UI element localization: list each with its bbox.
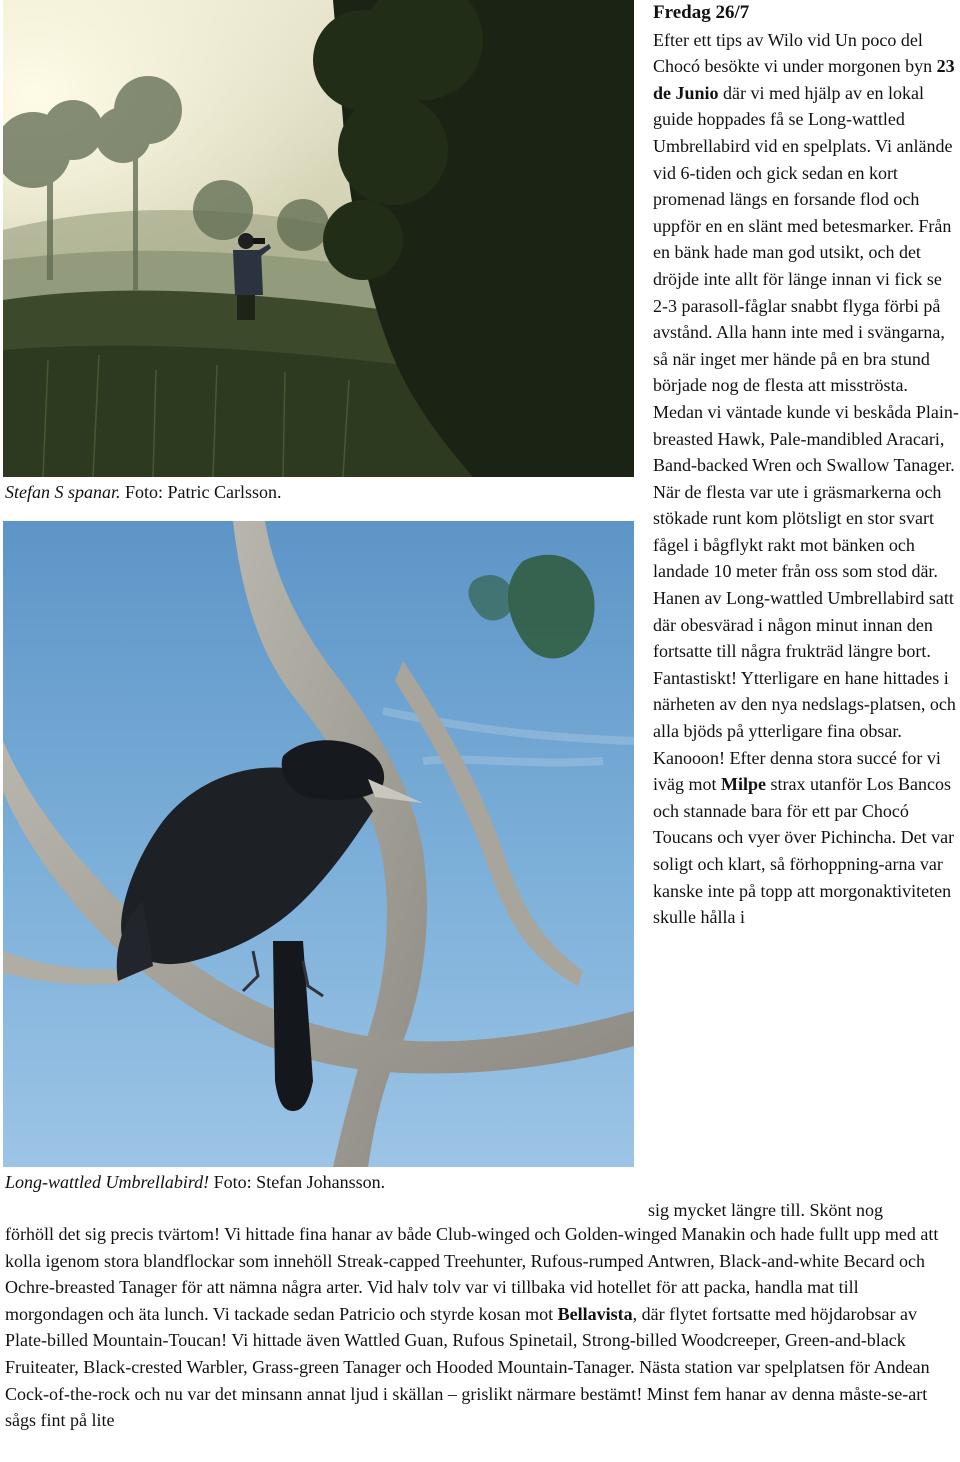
hillside-photo-illustration [3,0,634,477]
caption-italic: Long-wattled Umbrellabird! [5,1172,210,1192]
place-name: Milpe [721,774,766,795]
photo-umbrellabird [3,521,634,1167]
caption-credit: Foto: Stefan Johansson. [209,1172,386,1192]
place-name: 23 de Junio [653,56,955,103]
photo-caption-umbrellabird [5,1171,385,1193]
article-column [653,0,960,931]
photo-birder-on-hillside [3,0,634,477]
day-heading: Fredag 26/7 [653,2,750,23]
photo-caption-stefan [5,481,282,503]
article-bottom [5,1221,957,1434]
umbrellabird-photo-illustration [3,521,634,1167]
column-paragraph: Efter ett tips av Wilo vid Un poco del Chocó besökte vi under morgonen byn 23 de Junio där vi med hjälp av en lokal guide hoppades få se Long-wattled Umbrellabird vid en spelplats. Vi anlände vid 6-tiden och gick sedan en kort promenad längs en forsande flod och uppför en en slänt med betesmarker. Från en bänk hade man god utsikt, och det dröjde inte allt för länge innan vi fick se 2-3 parasoll-fåglar snabbt flyga förbi på avstånd. Alla hann inte med i svängarna, så när inget mer hände på en bra stund började nog de flesta att misströsta. Medan vi väntade kunde vi beskåda Plain-breasted Hawk, Pale-mandibled Aracari, Band-backed Wren och Swallow Tanager. När de flesta var ute i gräsmarkerna och stökade runt kom plötsligt en stor svart fågel i bågflykt rakt mot bänken och landade 10 meter från oss som stod där. Hanen av Long-wattled Umbrellabird satt där obesvärad i någon minut innan den fortsatte till några frukträd längre bort. Fantastiskt! Ytterligare en hane hittades i närheten av den nya nedslags-platsen, och alla bjöds på ytterligare fina obsar. Kanooon! Efter denna stora succé for vi iväg mot Milpe strax utanför Los Bancos och stannade bara för ett par Chocó Toucans och vyer över Pichincha. Det var soligt och klart, så förhoppning-arna var kanske inte på topp att morgonaktiviteten skulle hålla i [653,29,959,928]
place-name: Bellavista [557,1303,633,1324]
column-tail-line: sig mycket längre till. Skönt nog [648,1200,883,1220]
caption-credit: Foto: Patric Carlsson. [120,482,282,502]
caption-italic: Stefan S spanar. [5,482,121,502]
bottom-paragraph: förhöll det sig precis tvärtom! Vi hittade fina hanar av både Club-winged och Golden-winged Manakin och hade fullt upp med att kolla igenom stora blandflockar som innehöll Streak-capped Treehunter, Rufous-rumped Antwren, Black-and-white Becard och Ochre-breasted Tanager för att nämna några arter. Vid halv tolv var vi tillbaka vid hotellet för att packa, handla mat till morgondagen och äta lunch. Vi tackade sedan Patricio och styrde kosan mot Bellavista, där flytet fortsatte med höjdarobsar av Plate-billed Mountain-Toucan! Vi hittade även Wattled Guan, Rufous Spinetail, Strong-billed Woodcreeper, Green-and-black Fruiteater, Black-crested Warbler, Grass-green Tanager och Hooded Mountain-Tanager. Nästa station var spelplatsen för Andean Cock-of-the-rock och nu var det minsann annat ljud i skällan – grislikt närmare bestämt! Minst fem hanar av denna måste-se-art sågs fint på lite [5,1224,939,1431]
